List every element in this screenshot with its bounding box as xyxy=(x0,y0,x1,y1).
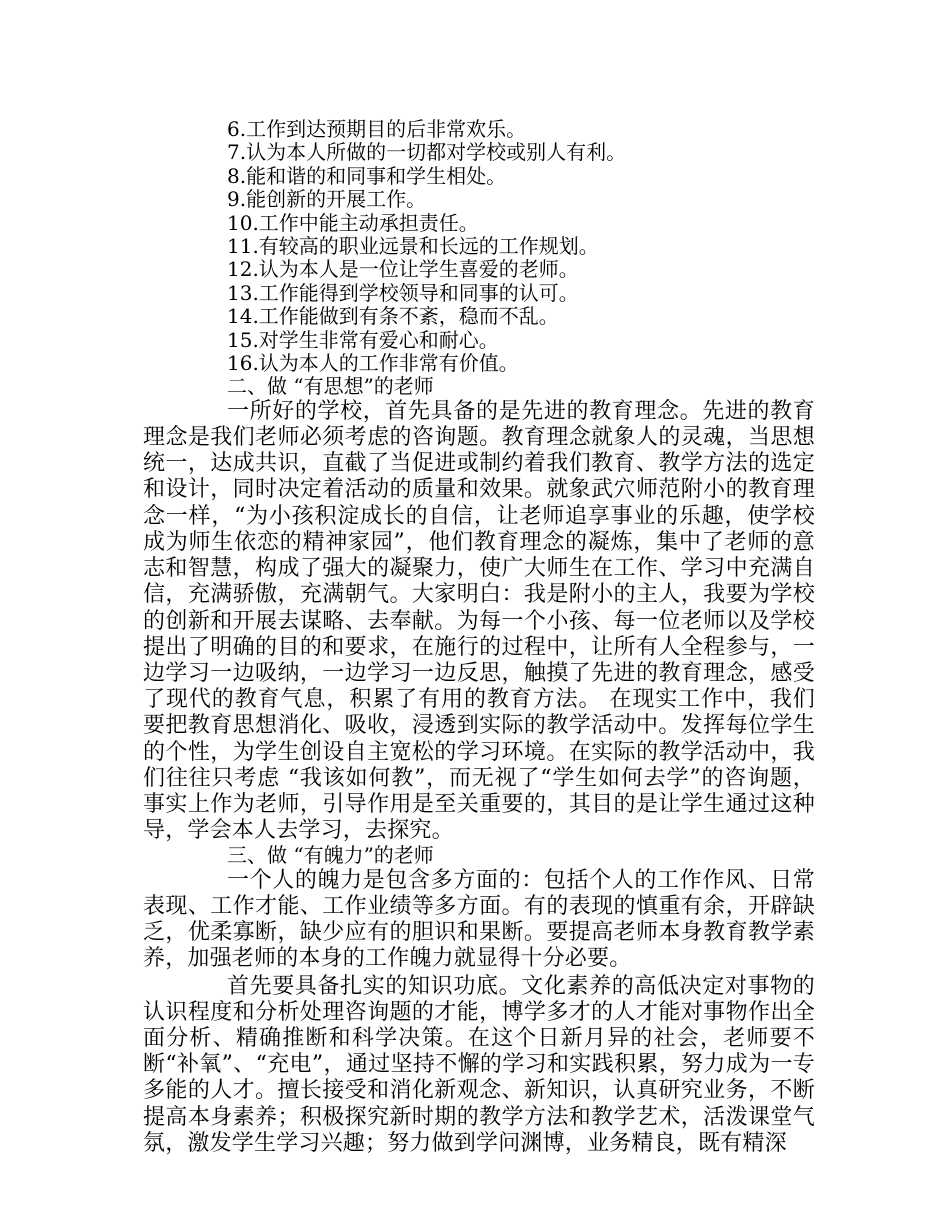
list-item: 11.有较高的职业远景和长远的工作规划。 xyxy=(227,234,599,259)
list-item: 16.认为本人的工作非常有价值。 xyxy=(227,351,519,376)
list-item: 14.工作能做到有条不紊，稳而不乱。 xyxy=(227,304,559,329)
list-item: 8.能和谐的和同事和学生相处。 xyxy=(227,163,507,188)
criteria-list xyxy=(143,118,815,375)
list-item: 12.认为本人是一位让学生喜爱的老师。 xyxy=(227,257,579,282)
list-item: 13.工作能得到学校领导和同事的认可。 xyxy=(227,280,579,305)
section-paragraph: 一个人的魄力是包含多方面的：包括个人的工作作风、日常表现、工作才能、工作业绩等多方面。有的表现的慎重有余，开辟缺乏，优柔寡断，缺少应有的胆识和果断。要提高老师本身教育教学素养，加强老师的本身的工作魄力就显得十分必要。 xyxy=(143,867,815,972)
list-item: 15.对学生非常有爱心和耐心。 xyxy=(227,327,499,352)
list-item: 7.认为本人所做的一切都对学校或别人有利。 xyxy=(227,140,627,165)
section-heading-thoughtful-teacher: 二、做 “有思想”的老师 xyxy=(227,374,434,399)
list-item: 10.工作中能主动承担责任。 xyxy=(227,210,479,235)
document-page xyxy=(143,118,815,1157)
section-paragraph: 一所好的学校，首先具备的是先进的教育理念。先进的教育理念是我们老师必须考虑的咨询题。教育理念就象人的灵魂，当思想统一，达成共识，直截了当促进或制约着我们教育、教学方法的选定和设计，同时决定着活动的质量和效果。就象武穴师范附小的教育理念一样，“为小孩积淀成长的自信，让老师追享事业的乐趣，使学校成为师生依恋的精神家园”，他们教育理念的凝炼，集中了老师的意志和智慧，构成了强大的凝聚力，使广大师生在工作、学习中充满自信，充满骄傲，充满朝气。大家明白：我是附小的主人，我要为学校的创新和开展去谋略、去奉献。为每一个小孩、每一位老师以及学校提出了明确的目的和要求，在施行的过程中，让所有人全程参与，一边学习一边吸纳，一边学习一边反思，触摸了先进的教育理念，感受了现代的教育气息，积累了有用的教育方法。 在现实工作中，我们要把教育思想消化、吸收，浸透到实际的教学活动中。发挥每位学生的个性，为学生创设自主宽松的学习环境。在实际的教学活动中，我们往往只考虑 “我该如何教”，而无视了“学生如何去学”的咨询题，事实上作为老师，引导作用是至关重要的，其目的是让学生通过这种导，学会本人去学习，去探究。 xyxy=(143,398,815,844)
list-item: 9.能创新的开展工作。 xyxy=(227,187,427,212)
section-heading-charismatic-teacher: 三、做 “有魄力”的老师 xyxy=(227,843,434,868)
section-paragraph: 首先要具备扎实的知识功底。文化素养的高低决定对事物的认识程度和分析处理咨询题的才能，博学多才的人才能对事物作出全面分析、精确推断和科学决策。在这个日新月异的社会，老师要不断“补氧”、“充电”，通过坚持不懈的学习和实践积累，努力成为一专多能的人才。擅长接受和消化新观念、新知识，认真研究业务，不断提高本身素养；积极探究新时期的教学方法和教学艺术，活泼课堂气氛，激发学生学习兴趣；努力做到学问渊博，业务精良，既有精深 xyxy=(143,973,815,1156)
list-item: 6.工作到达预期目的后非常欢乐。 xyxy=(227,117,527,141)
